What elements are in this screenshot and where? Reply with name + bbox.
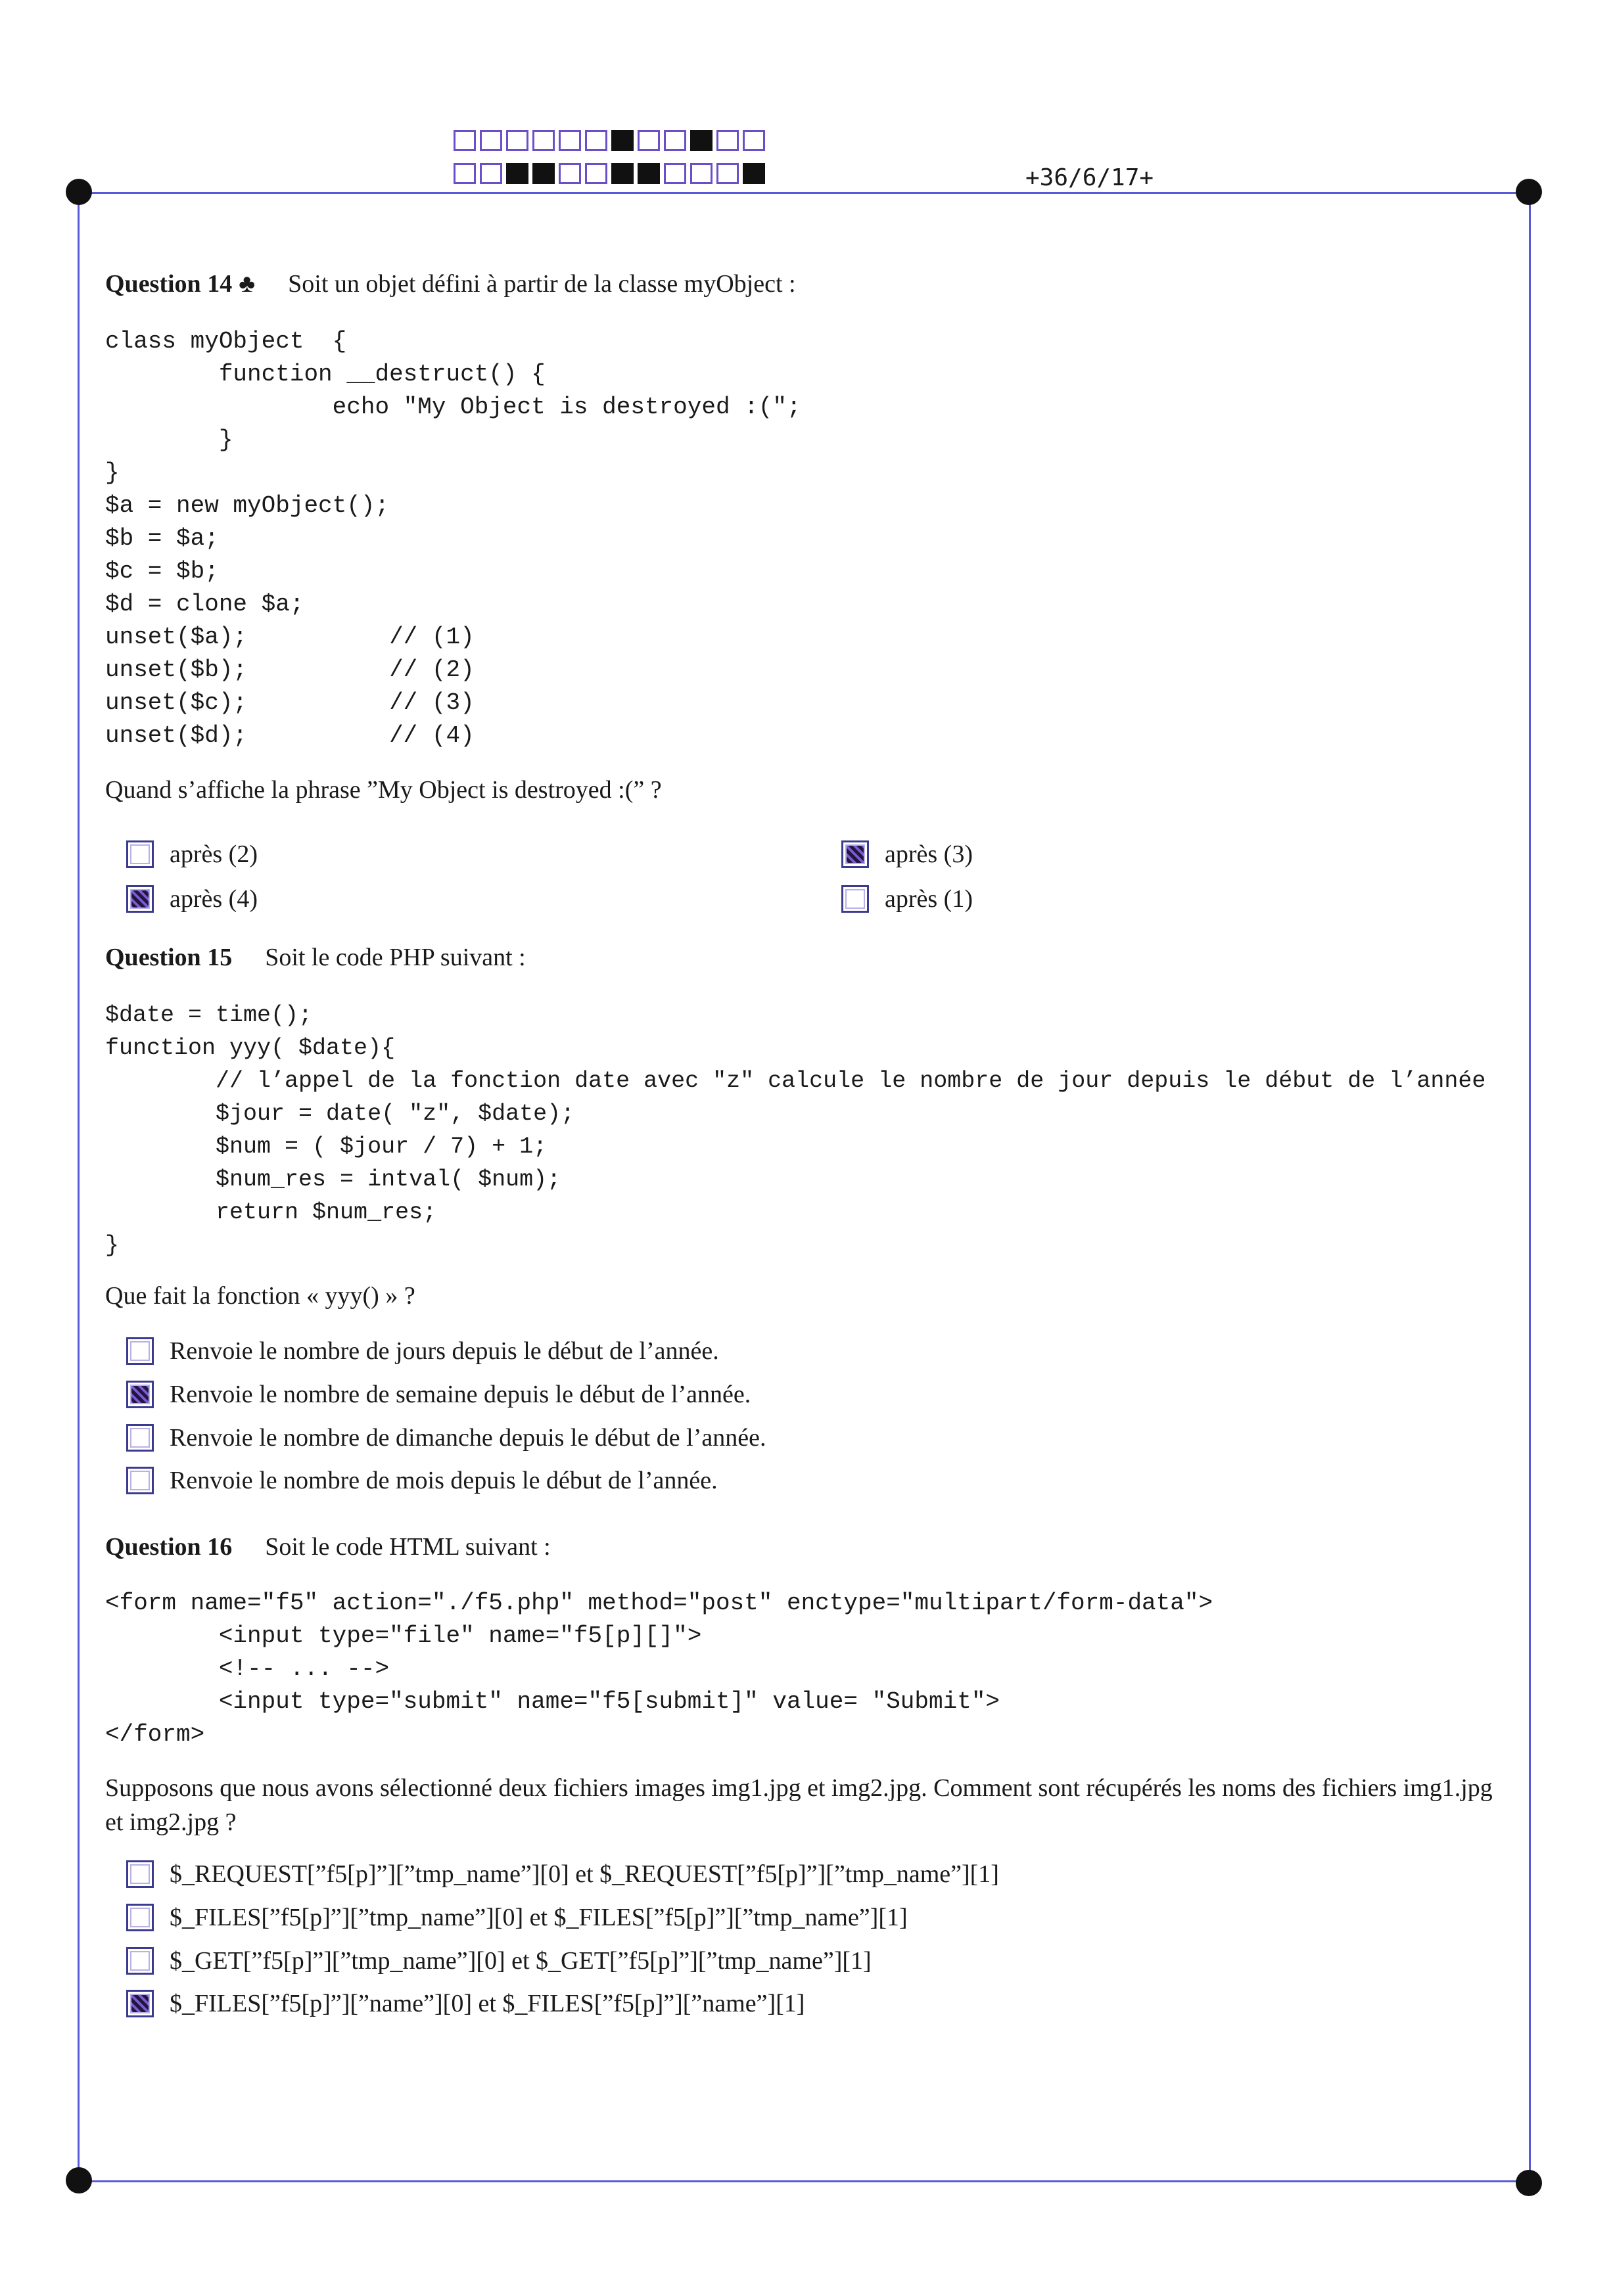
q14-option[interactable] [126, 884, 258, 913]
frame-top-line [79, 192, 1531, 194]
corner-mark-bottom-right [1516, 2170, 1542, 2196]
checkbox[interactable] [126, 1381, 154, 1408]
checkbox[interactable] [841, 885, 869, 913]
barcode-row-2 [454, 163, 769, 184]
q15-option[interactable] [126, 1337, 719, 1366]
question-16-header [105, 1532, 551, 1561]
q14-code-block: class myObject { function __destruct() { echo "My Object is destroyed :("; } } $a = new myObject(); $b = $a; $c = $b; $d = clone $a; unset($a); // (1) unset($b); // (2) unset($c); // (3) unset($d); // (4) [105, 328, 801, 749]
option-label: Renvoie le nombre de semaine depuis le début de l’année. [170, 1381, 751, 1408]
checkbox[interactable] [126, 840, 154, 868]
q14-option[interactable] [841, 884, 973, 913]
corner-mark-top-right [1516, 179, 1542, 205]
question-prompt: Soit un objet défini à partir de la classe myObject : [288, 270, 796, 298]
checkbox[interactable] [841, 840, 869, 868]
q14-option[interactable] [841, 840, 973, 869]
question-title: Question 14 [105, 270, 233, 298]
club-suit-icon: ♣ [239, 270, 256, 298]
option-label: $_FILES[”f5[p]”][”tmp_name”][0] et $_FILES[”f5[p]”][”tmp_name”][1] [170, 1904, 908, 1931]
q15-option[interactable] [126, 1380, 751, 1409]
option-label: après (1) [885, 885, 973, 913]
option-label: Renvoie le nombre de mois depuis le début de l’année. [170, 1467, 718, 1494]
question-14-header [105, 269, 796, 298]
option-label: $_GET[”f5[p]”][”tmp_name”][0] et $_GET[”f5[p]”][”tmp_name”][1] [170, 1947, 872, 1975]
question-15-header [105, 943, 526, 972]
q16-option[interactable] [126, 1860, 999, 1889]
checkbox[interactable] [126, 885, 154, 913]
frame-left-line [78, 192, 80, 2183]
option-label: après (3) [885, 840, 973, 868]
q14-question-text: Quand s’affiche la phrase ”My Object is destroyed :(” ? [105, 776, 662, 804]
corner-mark-bottom-left [66, 2167, 92, 2193]
checkbox[interactable] [126, 1467, 154, 1494]
q15-question-text: Que fait la fonction « yyy() » ? [105, 1282, 415, 1310]
question-title: Question 16 [105, 1533, 233, 1561]
q15-option[interactable] [126, 1466, 718, 1495]
q16-code-block: <form name="f5" action="./f5.php" method="post" enctype="multipart/form-data"> <input type="file" name="f5[p][]"> <!-- ... --> <input type="submit" name="f5[submit]" value= "Submit"> </form> [105, 1590, 1213, 1748]
q16-option[interactable] [126, 1903, 908, 1932]
frame-right-line [1529, 192, 1531, 2183]
option-label: Renvoie le nombre de dimanche depuis le début de l’année. [170, 1424, 766, 1452]
frame-bottom-line [79, 2180, 1531, 2182]
q15-option[interactable] [126, 1423, 766, 1452]
corner-mark-top-left [66, 179, 92, 205]
checkbox[interactable] [126, 1860, 154, 1888]
q14-option[interactable] [126, 840, 258, 869]
option-label: $_FILES[”f5[p]”][”name”][0] et $_FILES[”f5[p]”][”name”][1] [170, 1990, 805, 2017]
option-label: Renvoie le nombre de jours depuis le début de l’année. [170, 1337, 719, 1365]
option-label: $_REQUEST[”f5[p]”][”tmp_name”][0] et $_REQUEST[”f5[p]”][”tmp_name”][1] [170, 1860, 999, 1888]
q16-option[interactable] [126, 1989, 805, 2018]
option-label: après (4) [170, 885, 258, 913]
question-prompt: Soit le code PHP suivant : [265, 944, 526, 971]
checkbox[interactable] [126, 1947, 154, 1975]
q16-question-text: Supposons que nous avons sélectionné deux fichiers images img1.jpg et img2.jpg. Comment sont récupérés les noms des fichiers img1.jpg et img2.jpg ? [105, 1774, 1493, 1836]
q16-option[interactable] [126, 1946, 872, 1975]
checkbox[interactable] [126, 1337, 154, 1365]
question-prompt: Soit le code HTML suivant : [265, 1533, 551, 1561]
checkbox[interactable] [126, 1424, 154, 1452]
barcode-row-1 [454, 130, 769, 151]
question-title: Question 15 [105, 944, 233, 971]
checkbox[interactable] [126, 1990, 154, 2017]
option-label: après (2) [170, 840, 258, 868]
q15-code-block: $date = time(); function yyy( $date){ // l’appel de la fonction date avec "z" calcule le nombre de jour depuis le début de l’année $jour = date( "z", $date); $num = ( $jour / 7) + 1; $num_res = intval( $num); return $num_res; } [105, 1002, 1486, 1258]
page-id: +36/6/17+ [1025, 164, 1154, 191]
checkbox[interactable] [126, 1904, 154, 1931]
